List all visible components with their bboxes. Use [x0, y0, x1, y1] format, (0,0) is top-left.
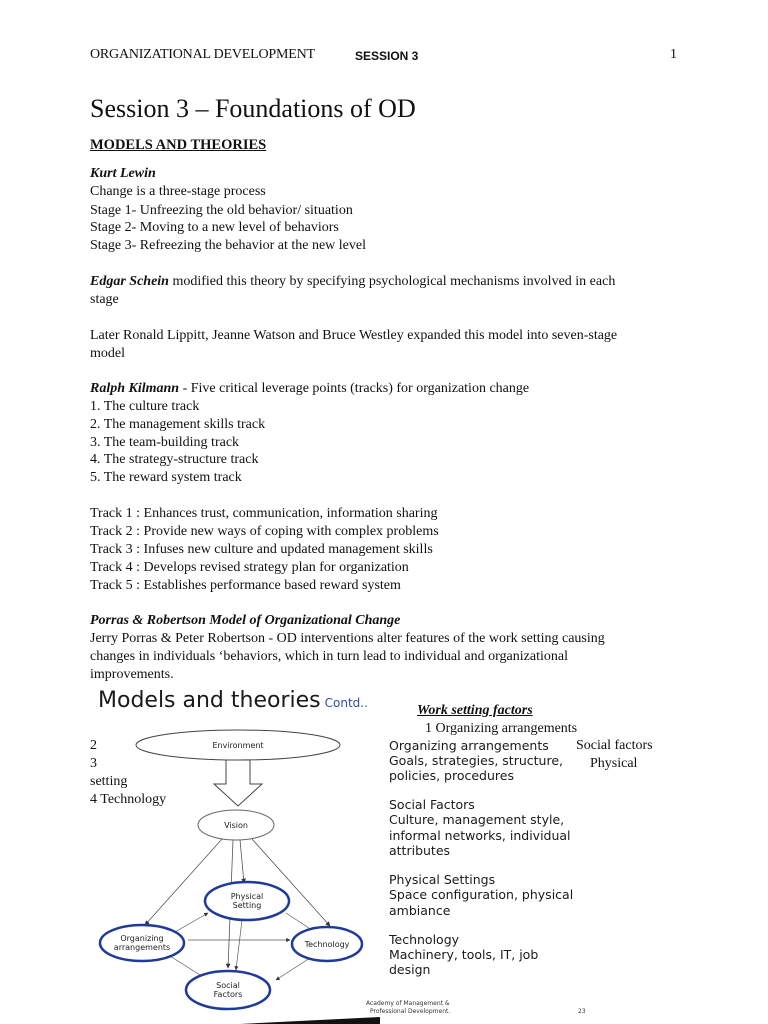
organizing-label: arrangements [113, 943, 171, 952]
section-title: MODELS AND THEORIES [90, 137, 267, 153]
vision-label: Vision [224, 821, 248, 830]
lippitt-text-cont: model [90, 346, 125, 361]
track-detail: Track 3 : Infuses new culture and updated management skills [90, 542, 433, 557]
factor-line: ambiance [389, 903, 451, 918]
lewin-line: Stage 3- Refreezing the behavior at the new level [90, 238, 366, 253]
lewin-name: Kurt Lewin [90, 166, 156, 181]
factor-line: attributes [389, 843, 451, 858]
page-title: Session 3 – Foundations of OD [90, 94, 416, 123]
kilmann-paragraph [90, 380, 529, 398]
factor-line: Goals, strategies, structure, [389, 753, 563, 768]
header-course: ORGANIZATIONAL DEVELOPMENT [90, 47, 315, 62]
lewin-line: Stage 1- Unfreezing the old behavior/ situation [90, 203, 353, 218]
kilmann-track: 3. The team-building track [90, 435, 240, 450]
kilmann-track: 2. The management skills track [90, 417, 266, 432]
overlay-item1: 1 Organizing arrangements [425, 721, 578, 736]
schein-name: Edgar Schein [90, 274, 169, 289]
porras-line: changes in individuals ‘behaviors, which in turn lead to individual and organizational [90, 649, 568, 664]
connector-arrow [236, 920, 242, 970]
factor-line: Organizing arrangements [389, 738, 549, 753]
factor-line: Social Factors [389, 797, 475, 812]
schein-text-cont: stage [90, 292, 119, 307]
slide-footer: Academy of Management & [366, 1000, 450, 1007]
work-setting-heading: Work setting factors [417, 703, 533, 718]
overlay-left: 3 [90, 756, 97, 771]
overlay-left: 4 Technology [90, 792, 167, 807]
kilmann-track: 5. The reward system track [90, 470, 242, 485]
schein-paragraph [90, 273, 615, 291]
factor-line: Technology [389, 932, 460, 947]
factor-line: policies, procedures [389, 768, 514, 783]
overlay-physical: Physical [590, 756, 638, 771]
slide-footer-page: 23 [578, 1008, 586, 1015]
organizing-label: Organizing [120, 934, 164, 943]
slide-contd: Contd.. [324, 696, 368, 710]
factor-line: Culture, management style, [389, 812, 565, 827]
porras-line: Jerry Porras & Peter Robertson - OD interventions alter features of the work setting causing [90, 631, 605, 646]
porras-heading: Porras & Robertson Model of Organizational Change [90, 613, 401, 628]
od-model-diagram [90, 688, 390, 1024]
slide-footer: Professional Development. [370, 1008, 451, 1015]
lewin-line: Change is a three-stage process [90, 184, 266, 199]
overlay-left: setting [90, 774, 128, 789]
physical-setting-label: Physical [230, 892, 264, 901]
vision-to-physical-arrow [240, 840, 244, 883]
factor-line: Space configuration, physical [389, 887, 574, 902]
kilmann-name: Ralph Kilmann [90, 381, 180, 396]
schein-text: modified this theory by specifying psychological mechanisms involved in each [168, 274, 616, 289]
social-factors-label: Social [216, 981, 240, 990]
kilmann-intro: - Five critical leverage points (tracks) for organization change [179, 381, 530, 396]
slide-title: Models and theories [98, 688, 321, 713]
slide-corner-decoration [240, 1017, 380, 1024]
kilmann-track: 4. The strategy-structure track [90, 452, 259, 467]
factor-line: design [389, 962, 431, 977]
lewin-line: Stage 2- Moving to a new level of behaviors [90, 220, 339, 235]
track-detail: Track 4 : Develops revised strategy plan for organization [90, 560, 409, 575]
technology-label: Technology [304, 940, 350, 949]
vision-to-organizing-arrow [145, 839, 222, 925]
social-factors-label: Factors [213, 990, 243, 999]
track-detail: Track 5 : Establishes performance based reward system [90, 578, 401, 593]
track-detail: Track 1 : Enhances trust, communication, information sharing [90, 506, 438, 521]
track-detail: Track 2 : Provide new ways of coping with complex problems [90, 524, 439, 539]
kilmann-track: 1. The culture track [90, 399, 200, 414]
overlay-social: Social factors [576, 738, 653, 753]
factor-line: informal networks, individual [389, 828, 571, 843]
factor-line: Machinery, tools, IT, job [389, 947, 539, 962]
down-arrow-icon [214, 760, 262, 806]
environment-label: Environment [212, 741, 264, 750]
factor-line: Physical Settings [389, 872, 496, 887]
physical-setting-label: Setting [232, 901, 262, 910]
header-session: SESSION 3 [355, 49, 419, 63]
porras-line: improvements. [90, 667, 174, 682]
overlay-left: 2 [90, 738, 97, 753]
page-number: 1 [670, 47, 677, 62]
lippitt-text: Later Ronald Lippitt, Jeanne Watson and Bruce Westley expanded this model into seven-stage [90, 328, 618, 343]
